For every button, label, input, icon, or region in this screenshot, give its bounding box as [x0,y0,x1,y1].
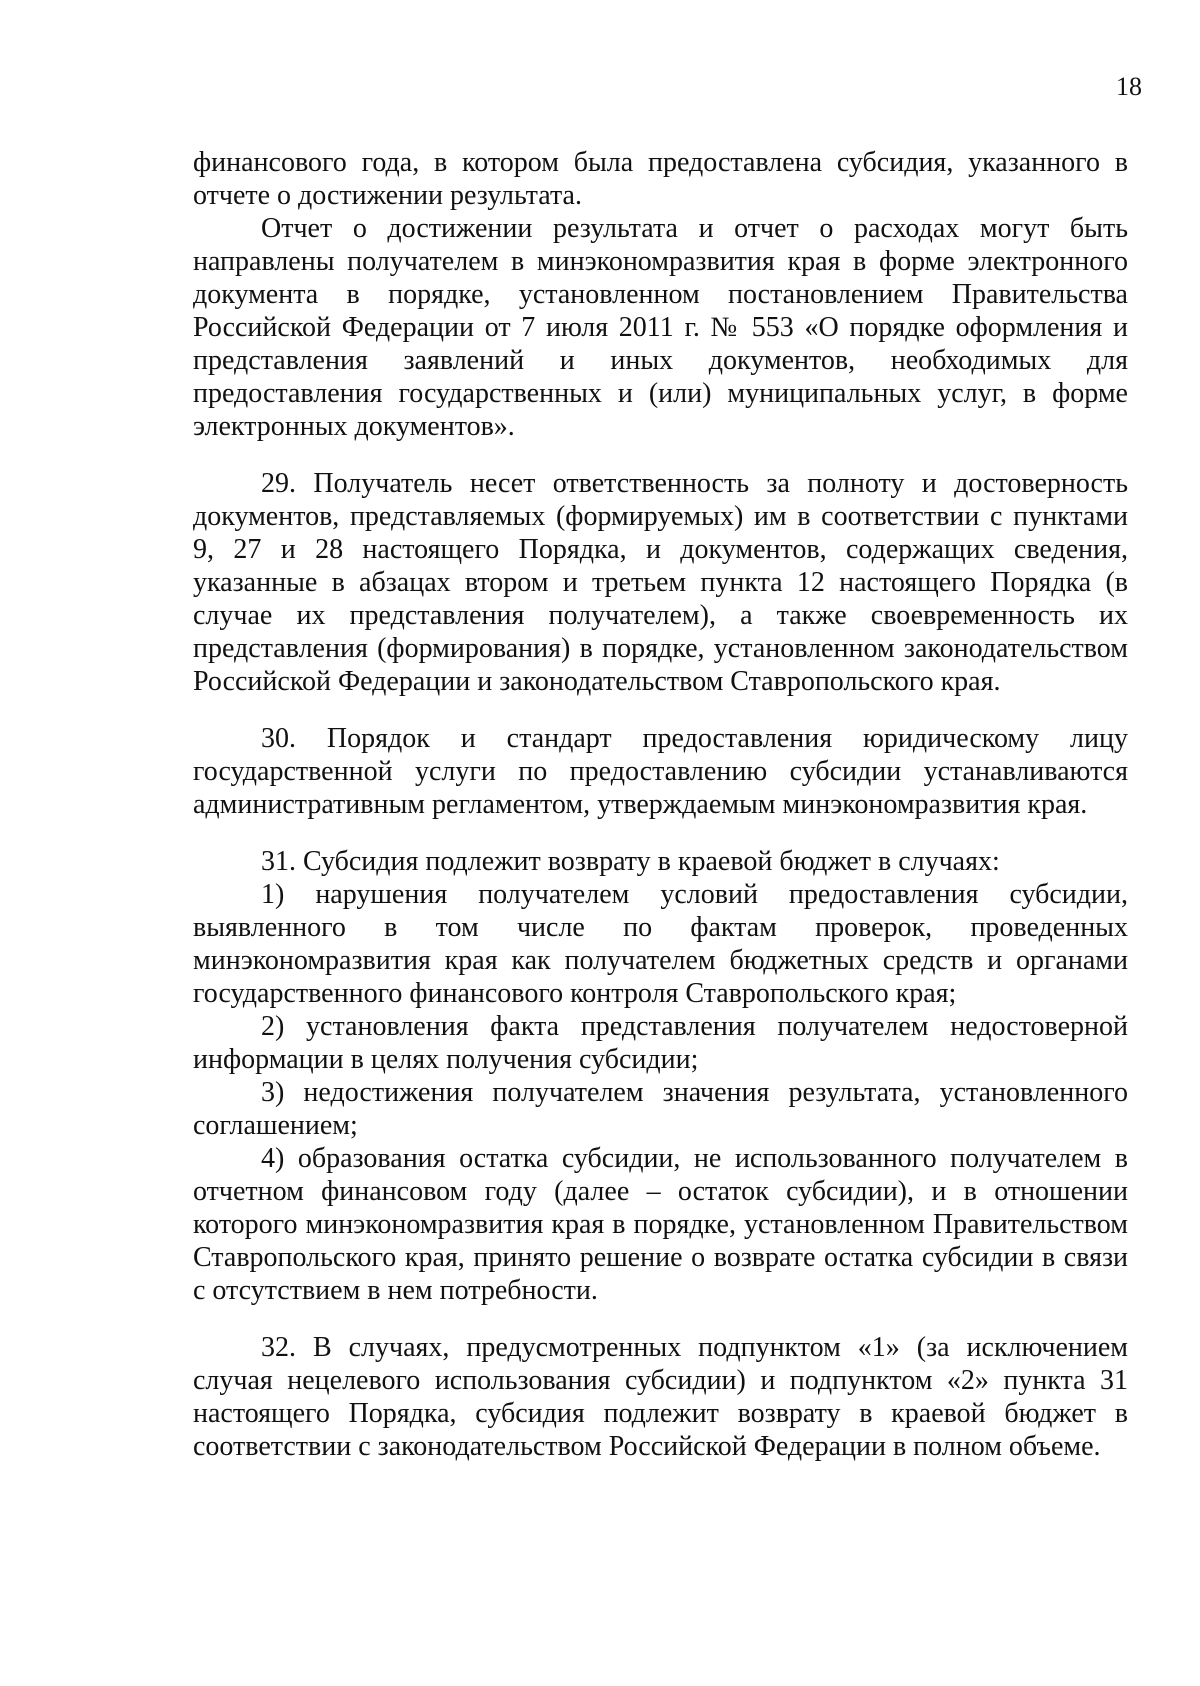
paragraph-31: 31. Субсидия подлежит возврату в краевой бюджет в случаях: [261,846,1000,877]
paragraph-30: 30. Порядок и стандарт предоставления юридическому лицу государственной услуги по предоставлению субсидии устанавливаются административным регламентом, утверждаемым минэкономразвития края. [193,723,1128,820]
paragraph-31-item-3: 3) недостижения получателем значения результата, установленного соглашением; [193,1077,1128,1141]
paragraph-31-item-1: 1) нарушения получателем условий предоставления субсидии, выявленного в том числе по фактам проверок, проведенных минэкономразвития края как получателем бюджетных средств и органами государственного финансового контроля Ставропольского края; [193,879,1128,1009]
paragraph-29: 29. Получатель несет ответственность за полноту и достоверность документов, представляемых (формируемых) им в соответствии с пунктами 9, 27 и 28 настоящего Порядка, и документов, содержащих сведения, указанные в абзацах втором и третьем пункта 12 настоящего Порядка (в случае их представления получателем), а также своевременность их представления (формирования) в порядке, установленном законодательством Российской Федерации и законодательством Ставропольского края. [193,468,1128,697]
paragraph-report-submission: Отчет о достижении результата и отчет о расходах могут быть направлены получателем в минэкономразвития края в форме электронного документа в порядке, установленном постановлением Правительства Российской Федерации от 7 июля 2011 г. № 553 «О порядке оформления и представления заявлений и иных документов, необходимых для предоставления государственных и (или) муниципальных услуг, в форме электронных документов». [193,213,1128,442]
page-number: 18 [1116,72,1142,101]
paragraph-32: 32. В случаях, предусмотренных подпунктом «1» (за исключением случая нецелевого использования субсидии) и подпунктом «2» пункта 31 настоящего Порядка, субсидия подлежит возврату в краевой бюджет в соответствии с законодательством Российской Федерации в полном объеме. [193,1332,1128,1462]
document-body [193,146,1128,1463]
paragraph-31-item-2: 2) установления факта представления получателем недостоверной информации в целях получения субсидии; [193,1011,1128,1075]
paragraph-31-item-4: 4) образования остатка субсидии, не использованного получателем в отчетном финансовом году (далее – остаток субсидии), и в отношении которого минэкономразвития края в порядке, установленном Правительством Ставропольского края, принято решение о возврате остатка субсидии в связи с отсутствием в нем потребности. [193,1143,1128,1306]
paragraph-continuation: финансового года, в котором была предоставлена субсидия, указанного в отчете о достижении результата. [193,147,1128,211]
